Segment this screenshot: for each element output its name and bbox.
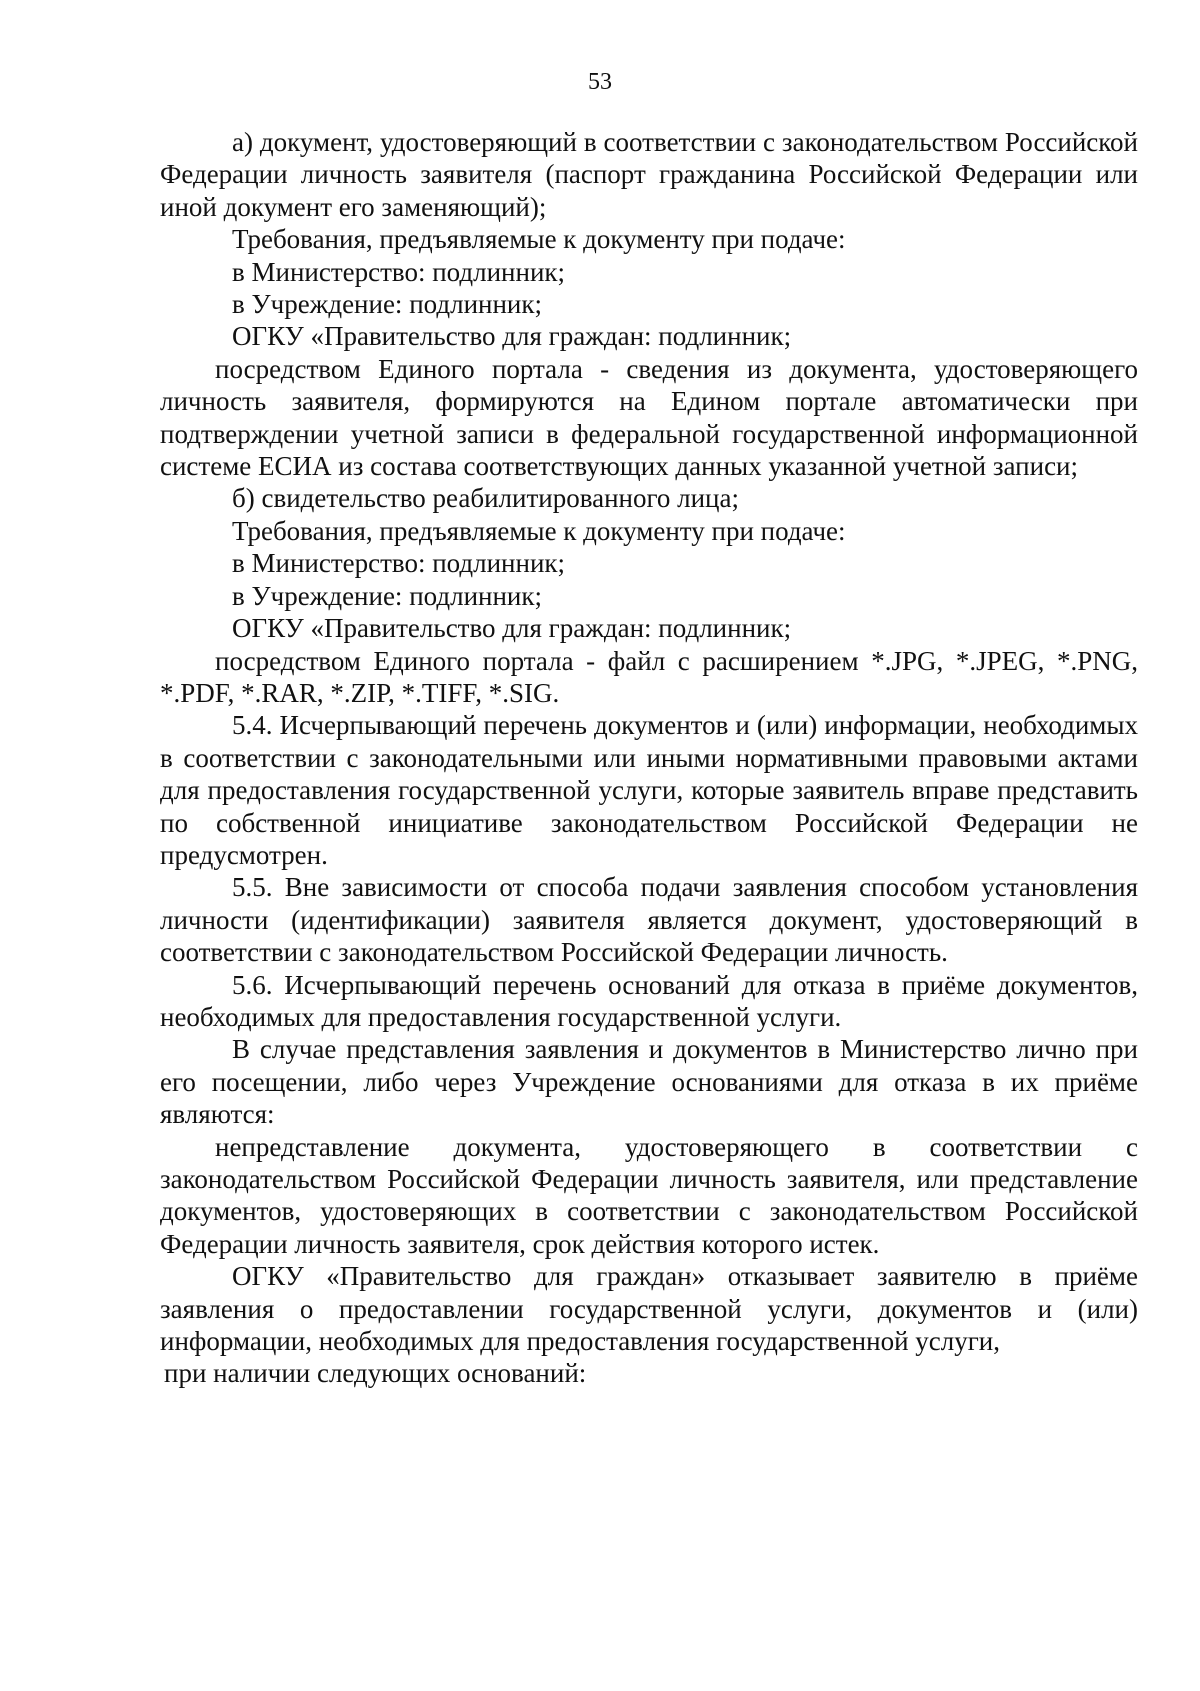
paragraph: в Министерство: подлинник; — [232, 548, 566, 579]
paragraph: 5.5. Вне зависимости от способа подачи заявления способом установления личности (идентификации) заявителя является документ, удостоверяющий в соответствии с законодательством Российской Федерации личность. — [160, 872, 1138, 968]
paragraph: 5.4. Исчерпывающий перечень документов и (или) информации, необходимых в соответствии с законодательными или иными нормативными правовыми актами для предоставления государственной услуги, которые заявитель вправе представить по собственной инициативе законодательством Российской Федерации не предусмотрен. — [160, 710, 1138, 870]
paragraph: ОГКУ «Правительство для граждан: подлинник; — [232, 321, 792, 352]
paragraph: при наличии следующих оснований: — [164, 1358, 587, 1389]
paragraph: Требования, предъявляемые к документу при подаче: — [232, 224, 846, 255]
paragraph: ОГКУ «Правительство для граждан» отказывает заявителю в приёме заявления о предоставлении государственной услуги, документов и (или) информации, необходимых для предоставления государственной услуги, — [160, 1261, 1138, 1357]
paragraph: В случае представления заявления и документов в Министерство лично при его посещении, либо через Учреждение основаниями для отказа в их приёме являются: — [160, 1034, 1138, 1130]
paragraph: посредством Единого портала - сведения из документа, удостоверяющего личность заявителя, формируются на Едином портале автоматически при подтверждении учетной записи в федеральной государственной информационной системе ЕСИА из состава соответствующих данных указанной учетной записи; — [160, 353, 1138, 482]
paragraph: Требования, предъявляемые к документу при подаче: — [232, 515, 846, 546]
paragraph: а) документ, удостоверяющий в соответствии с законодательством Российской Федерации личность заявителя (паспорт гражданина Российской Федерации или иной документ его заменяющий); — [160, 127, 1138, 222]
paragraph: непредставление документа, удостоверяющего в соответствии с законодательством Российской Федерации личность заявителя, или представление документов, удостоверяющих в соответствии с законодательством Российской Федерации личность заявителя, срок действия которого истек. — [160, 1131, 1138, 1259]
paragraph: в Учреждение: подлинник; — [232, 289, 542, 320]
document-body — [160, 126, 1138, 1390]
page-number: 53 — [588, 69, 612, 95]
paragraph: 5.6. Исчерпывающий перечень оснований для отказа в приёме документов, необходимых для предоставления государственной услуги. — [160, 969, 1138, 1032]
paragraph: в Учреждение: подлинник; — [232, 580, 542, 611]
paragraph: посредством Единого портала - файл с расширением *.JPG, *.JPEG, *.PNG, *.PDF, *.RAR, *.ZIP, *.TIFF, *.SIG. — [160, 645, 1138, 708]
paragraph: б) свидетельство реабилитированного лица; — [232, 483, 739, 514]
paragraph: в Министерство: подлинник; — [232, 256, 566, 287]
paragraph: ОГКУ «Правительство для граждан: подлинник; — [232, 613, 792, 644]
